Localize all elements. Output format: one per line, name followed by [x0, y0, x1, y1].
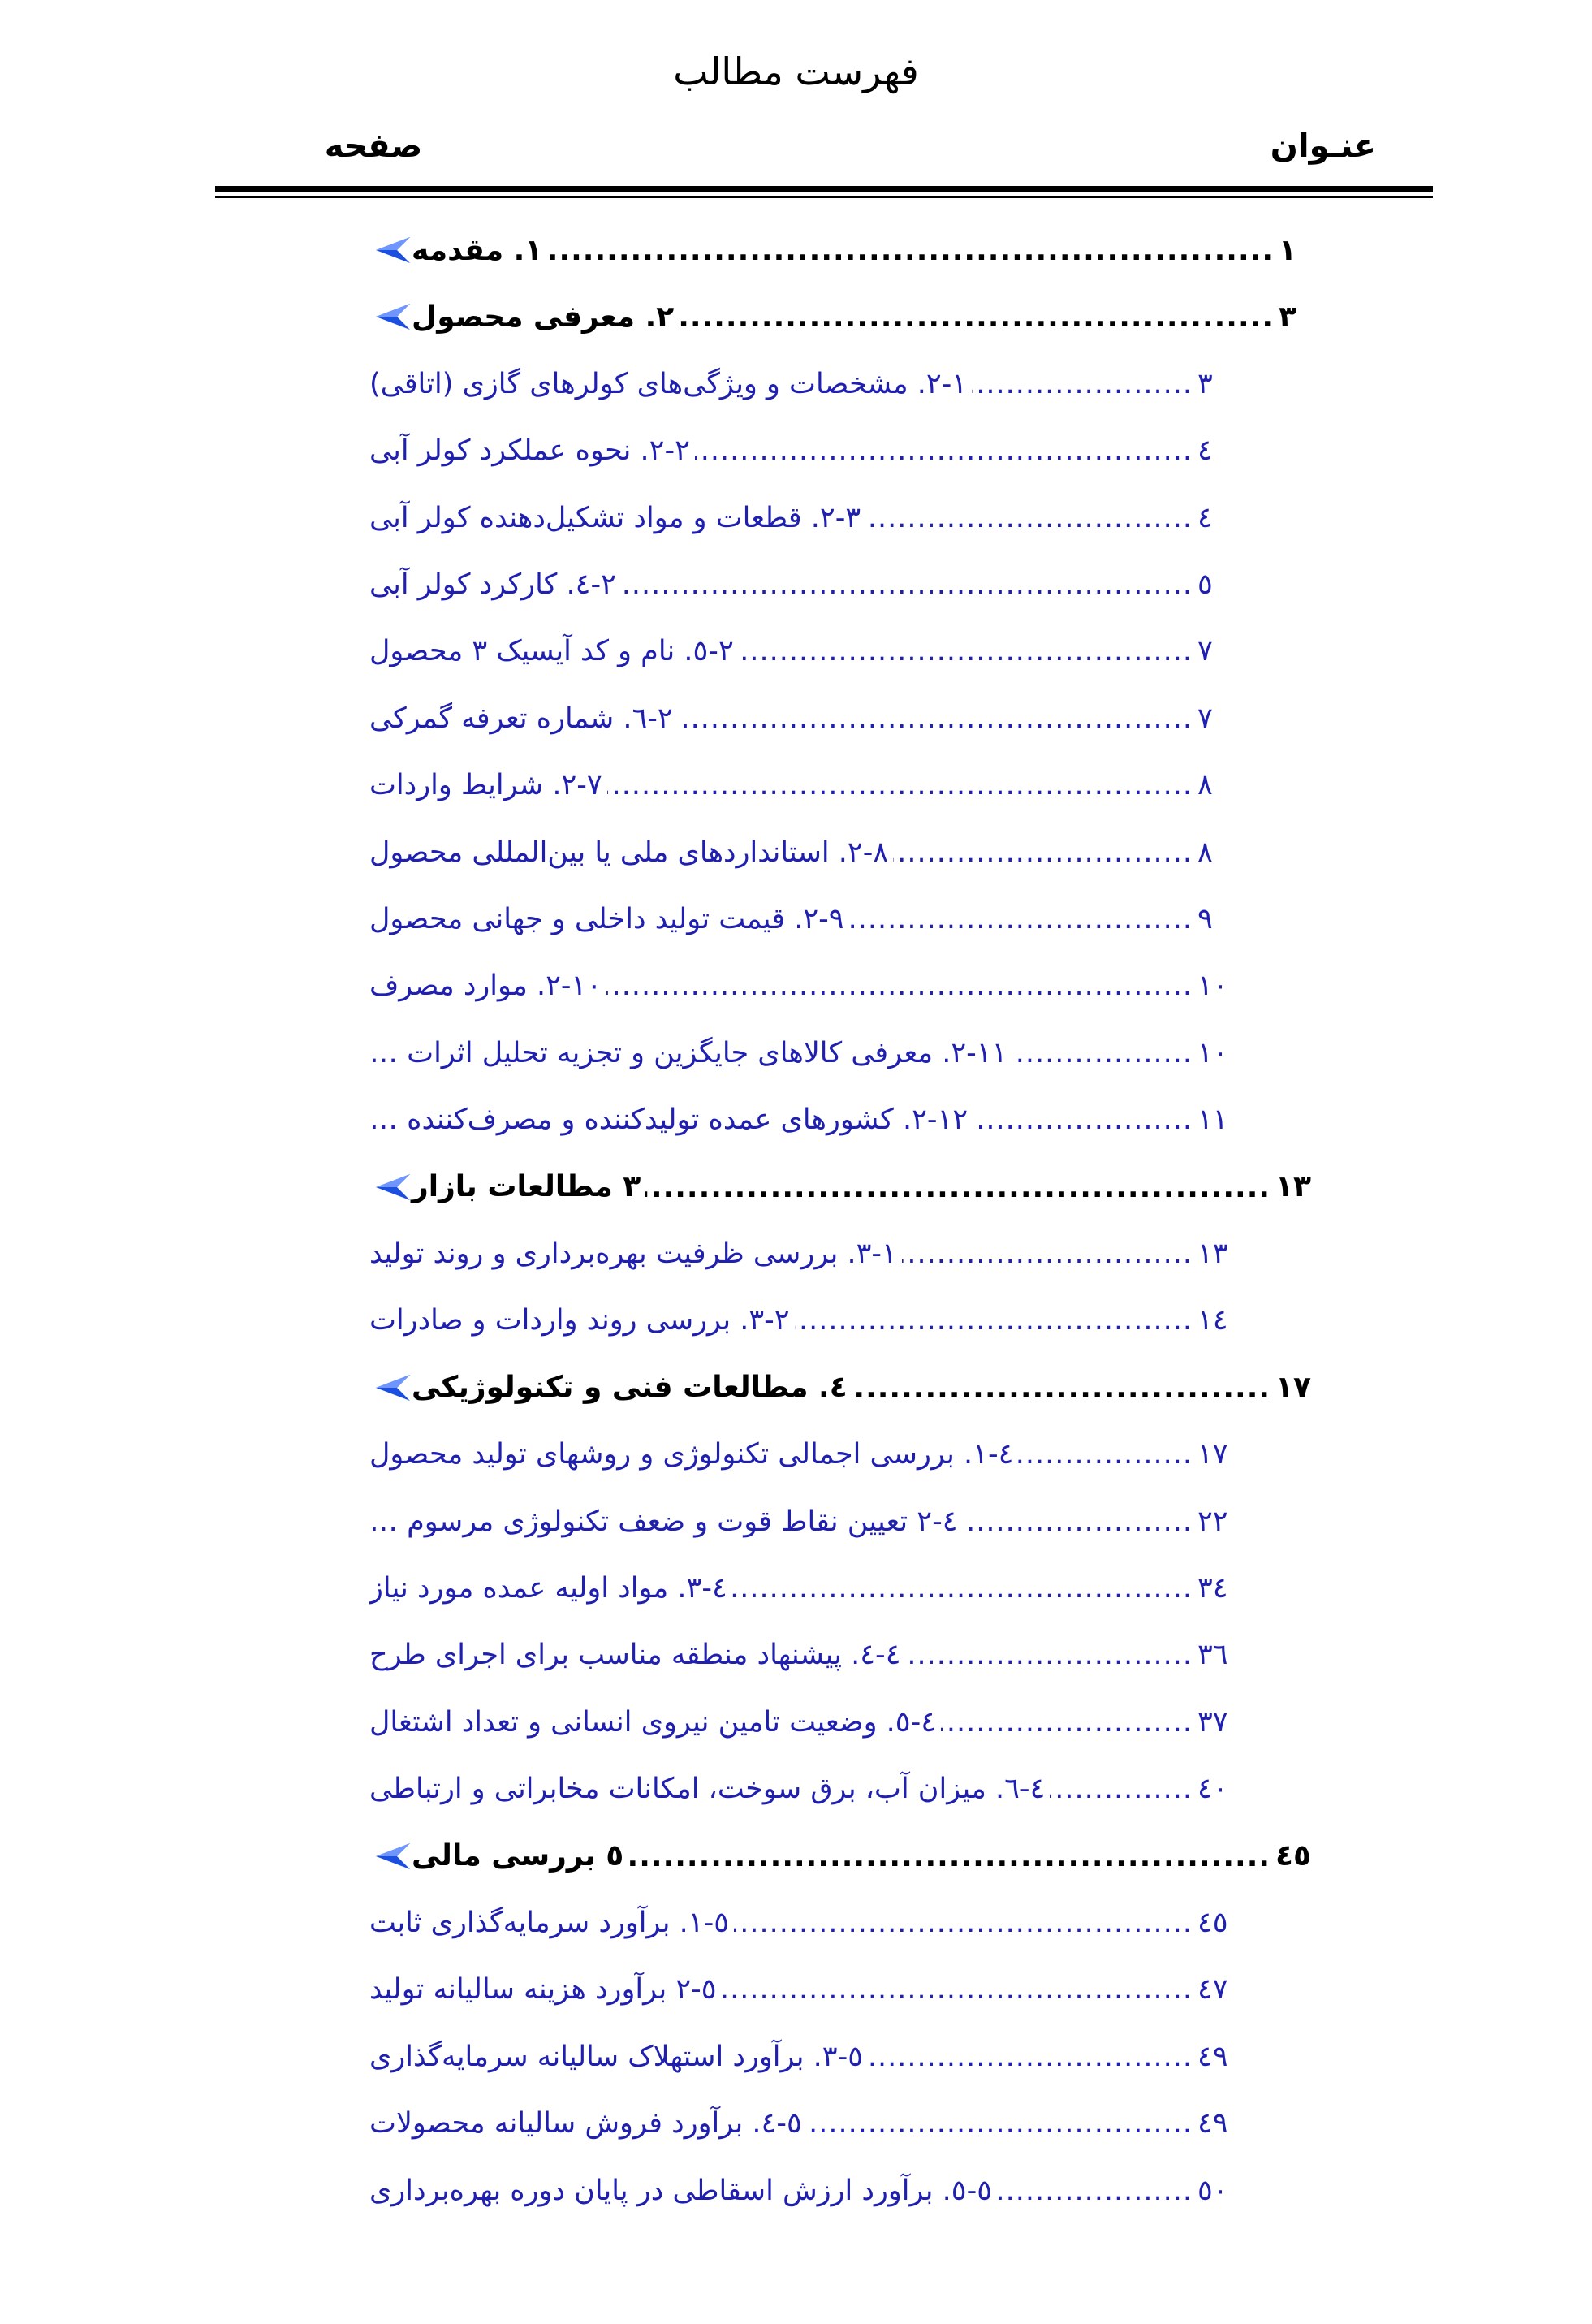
toc-entry-label: ۲-۱۰. موارد مصرف	[369, 970, 602, 1003]
toc-page-number: ٤۰	[1197, 1773, 1228, 1806]
page-title: فهرست مطالب	[673, 50, 919, 93]
toc-page-number: ۷	[1197, 635, 1213, 668]
toc-entry-label: ۲-۱. مشخصات و ویژگی‌های کولرهای گازی (اتاقی)	[369, 367, 968, 400]
toc-entry-label: ٥-٤. برآورد فروش سالیانه محصولات	[369, 2107, 802, 2140]
toc-subsection-row[interactable]	[369, 1890, 1230, 1955]
toc-subsection-row[interactable]	[369, 1690, 1230, 1755]
dot-leader	[734, 1907, 1193, 1939]
toc-page-number: ٤	[1197, 434, 1213, 468]
toc-page-number: ٤	[1197, 501, 1213, 534]
toc-page-number: ۳٦	[1197, 1639, 1228, 1672]
dot-leader	[678, 702, 1193, 735]
toc-entry-label: ۲-٦. شماره تعرفه گمرکی	[369, 702, 673, 735]
toc-section-row[interactable]	[369, 1824, 1311, 1889]
dot-leader	[607, 769, 1193, 801]
dot-leader	[906, 1639, 1193, 1671]
dot-leader	[695, 434, 1193, 467]
toc-page-number: ۱۳	[1275, 1170, 1311, 1204]
toc-subsection-row[interactable]	[369, 1422, 1230, 1487]
toc-entry-label: ۱. مقدمه	[412, 233, 543, 267]
toc-page-number: ٤٥	[1197, 1907, 1228, 1939]
toc-page-number: ۷	[1197, 702, 1213, 735]
toc-entry-label: ٤-۱. بررسی اجمالی تکنولوژی و روشهای تولید محصول	[369, 1438, 1014, 1471]
toc-entry-label: ٥-٥. برآورد ارزش اسقاطی در پایان دوره بهره‌برداری	[369, 2174, 993, 2207]
toc-subsection-row[interactable]	[369, 2024, 1230, 2089]
toc-subsection-row[interactable]	[369, 1489, 1230, 1554]
dot-leader	[606, 970, 1193, 1002]
toc-page-number: ۱۰	[1197, 970, 1228, 1003]
toc-entry-label: ٤-٥. وضعیت تامین نیروی انسانی و تعداد اشتغال	[369, 1705, 937, 1739]
toc-page-number: ۳۷	[1197, 1705, 1228, 1739]
dot-leader	[997, 2175, 1193, 2207]
dot-leader	[852, 1372, 1271, 1404]
toc-subsection-row[interactable]	[369, 686, 1230, 751]
toc-subsection-row[interactable]	[369, 1087, 1230, 1152]
toc-page-number: ۸	[1197, 836, 1213, 869]
toc-section-row[interactable]	[369, 284, 1311, 349]
toc-page-number: ۱۷	[1275, 1371, 1311, 1405]
toc-subsection-row[interactable]	[369, 1756, 1230, 1821]
toc-subsection-row[interactable]	[369, 753, 1230, 818]
toc-subsection-row[interactable]	[369, 887, 1230, 952]
toc-entry-label: ٥ بررسی مالی	[412, 1839, 624, 1873]
toc-subsection-row[interactable]	[369, 1556, 1230, 1621]
toc-page-number: ۳	[1197, 367, 1213, 400]
toc-entry-label: ۳-۱. بررسی ظرفیت بهره‌برداری و روند تولید	[369, 1238, 897, 1270]
toc-subsection-row[interactable]	[369, 1021, 1230, 1086]
toc-page-number: ۸	[1197, 769, 1213, 802]
arrow-bullet-icon	[373, 1372, 412, 1404]
toc-page-number: ۱۱	[1197, 1104, 1228, 1137]
toc-subsection-row[interactable]	[369, 486, 1230, 551]
toc-section-row[interactable]	[369, 218, 1311, 283]
dot-leader	[679, 300, 1274, 333]
toc-entry-label: ٤-۳. مواد اولیه عمده مورد نیاز	[369, 1572, 727, 1605]
toc-entry-label: ٥-۱. برآورد سرمایه‌گذاری ثابت	[369, 1907, 730, 1939]
toc-entry-label: ۲-۲. نحوه عملکرد کولر آبی	[369, 434, 690, 468]
dot-leader	[547, 234, 1274, 266]
column-header-title: عنـوان	[1270, 127, 1376, 165]
toc-page-number: ۱۳	[1197, 1238, 1228, 1270]
toc-subsection-row[interactable]	[369, 418, 1230, 483]
toc-page-number: ۹	[1197, 903, 1213, 935]
dot-leader	[1018, 1438, 1193, 1471]
toc-entry-label: ٥-۳. برآورد استهلاک سالیانه سرمایه‌گذاری	[369, 2040, 864, 2073]
toc-subsection-row[interactable]	[369, 2091, 1230, 2156]
toc-entry-label: ۲-۷. شرایط واردات	[369, 769, 602, 802]
arrow-bullet-icon	[373, 300, 412, 333]
toc-subsection-row[interactable]	[369, 352, 1230, 417]
dot-leader	[1050, 1773, 1193, 1805]
arrow-bullet-icon	[373, 1171, 412, 1203]
dot-leader	[1012, 1037, 1193, 1069]
toc-page-number: ۱۰	[1197, 1036, 1228, 1069]
toc-page-number: ۲۲	[1197, 1505, 1228, 1538]
toc-subsection-row[interactable]	[369, 1622, 1230, 1687]
toc-section-row[interactable]	[369, 1355, 1311, 1420]
dot-leader	[849, 903, 1193, 935]
toc-entry-label: ۳-۲. بررسی روند واردات و صادرات	[369, 1304, 790, 1337]
toc-page-number: ۳٤	[1197, 1572, 1228, 1605]
toc-entry-label: ٤-۲ تعیین نقاط قوت و ضعف تکنولوژی مرسوم …	[369, 1505, 958, 1538]
toc-page-number: ٤۹	[1197, 2107, 1228, 2140]
toc-entry-label: ۲-٥. نام و کد آیسیک ۳ محصول	[369, 635, 734, 668]
dot-leader	[902, 1238, 1193, 1270]
dot-leader	[893, 836, 1193, 869]
toc-subsection-row[interactable]	[369, 820, 1230, 885]
toc-page-number: ٥۰	[1197, 2174, 1228, 2207]
toc-page-number: ۳	[1279, 300, 1296, 334]
toc-page-number: ۱۷	[1197, 1438, 1228, 1471]
toc-page-number: ٤۹	[1197, 2040, 1228, 2073]
toc-page-number: ۱٤	[1197, 1304, 1228, 1337]
toc-entry-label: ٤-٦. میزان آب، برق سوخت، امکانات مخابراتی و ارتباطی	[369, 1773, 1046, 1806]
dot-leader	[963, 1505, 1193, 1538]
dot-leader	[628, 1840, 1271, 1873]
toc-page-number: ٥	[1197, 568, 1213, 601]
arrow-bullet-icon	[373, 1840, 412, 1873]
toc-entry-label: ۳ مطالعات بازار	[412, 1170, 641, 1204]
toc-entry-label: ۲-۳. قطعات و مواد تشکیل‌دهنده کولر آبی	[369, 501, 861, 534]
toc-entry-label: ٥-۲ برآورد هزینه سالیانه تولید	[369, 1973, 717, 2007]
toc-subsection-row[interactable]	[369, 953, 1230, 1018]
dot-leader	[739, 635, 1193, 667]
dot-leader	[868, 2041, 1193, 2073]
toc-entry-label: ۲-٤. کارکرد کولر آبی	[369, 568, 616, 601]
arrow-bullet-icon	[373, 234, 412, 266]
toc-entry-label: ۲-۹. قیمت تولید داخلی و جهانی محصول	[369, 903, 844, 935]
dot-leader	[645, 1171, 1271, 1203]
dot-leader	[973, 1104, 1193, 1136]
toc-page-number: ٤٥	[1275, 1839, 1311, 1873]
dot-leader	[865, 502, 1193, 534]
toc-subsection-row[interactable]	[369, 1957, 1230, 2022]
toc-entry-label: ۲. معرفی محصول	[412, 300, 675, 334]
dot-leader	[722, 1973, 1193, 2006]
toc-page-number: ۱	[1279, 233, 1296, 267]
dot-leader	[732, 1572, 1193, 1605]
toc-page-number: ٤۷	[1197, 1973, 1228, 2007]
dot-leader	[795, 1304, 1193, 1337]
toc-entry-label: ٤-٤. پیشنهاد منطقه مناسب برای اجرای طرح	[369, 1639, 901, 1672]
toc-subsection-row[interactable]	[369, 619, 1230, 684]
dot-leader	[807, 2107, 1193, 2140]
toc-section-row[interactable]	[369, 1155, 1311, 1220]
toc-entry-label: ٤. مطالعات فنی و تکنولوژیکی	[412, 1371, 848, 1405]
toc-entry-label: ۲-۱۱. معرفی کالاهای جایگزین و تجزیه تحلیل اثرات …	[369, 1036, 1007, 1069]
toc-subsection-row[interactable]	[369, 1288, 1230, 1353]
column-header-page: صفحه	[324, 127, 423, 165]
toc-subsection-row[interactable]	[369, 552, 1230, 617]
toc-subsection-row[interactable]	[369, 2158, 1230, 2223]
toc-subsection-row[interactable]	[369, 1221, 1230, 1286]
dot-leader	[941, 1706, 1193, 1739]
toc-entry-label: ۲-۸. استانداردهای ملی یا بین‌المللی محصول	[369, 836, 889, 869]
dot-leader	[621, 568, 1193, 601]
toc-entry-label: ۲-۱۲. کشورهای عمده تولیدکننده و مصرف‌کننده …	[369, 1104, 969, 1137]
dot-leader	[972, 368, 1193, 400]
